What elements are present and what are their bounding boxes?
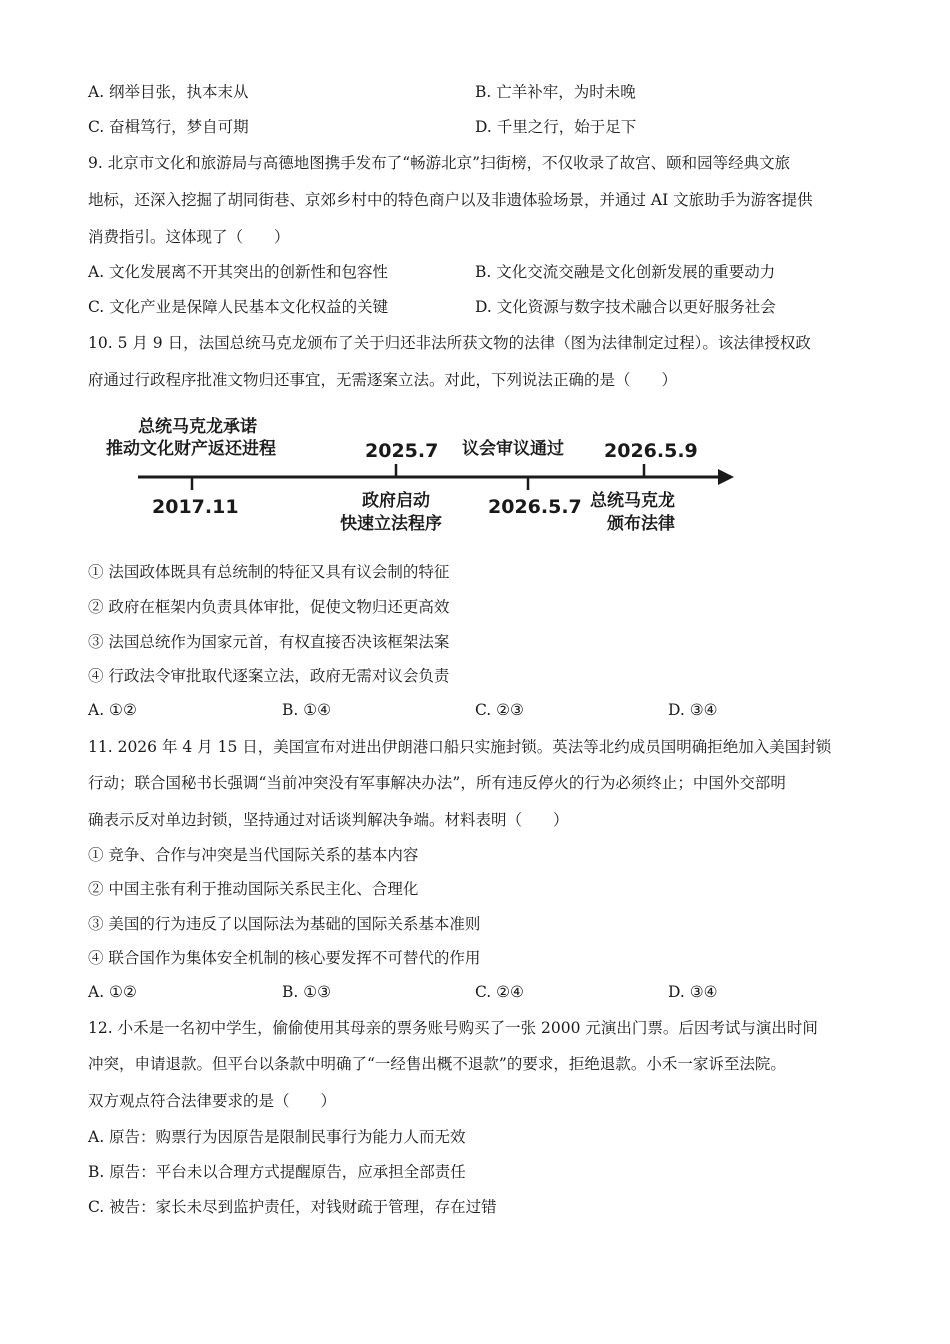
q8-option-b: B. 亡羊补牢，为时未晚 bbox=[475, 83, 636, 101]
q10-option-d: D. ③④ bbox=[668, 701, 718, 719]
q11-option-c: C. ②④ bbox=[475, 983, 524, 1001]
q9-option-d: D. 文化资源与数字技术融合以更好服务社会 bbox=[475, 298, 776, 316]
q10-statement-3: ③ 法国总统作为国家元首，有权直接否决该框架法案 bbox=[88, 633, 450, 651]
q9-stem-line-1: 9. 北京市文化和旅游局与高德地图携手发布了“畅游北京”扫街榜，不仅收录了故宫、颐和园等经典文旅 bbox=[88, 154, 791, 172]
q10-option-a: A. ①② bbox=[88, 701, 137, 719]
event-1-date: 2017.11 bbox=[152, 496, 239, 518]
event-4-note-line-1: 总统马克龙 bbox=[590, 491, 675, 511]
event-4-note-line-2: 颁布法律 bbox=[607, 514, 675, 534]
q12-stem-line-1: 12. 小禾是一名初中学生，偷偷使用其母亲的票务账号购买了一张 2000 元演出门票。后因考试与演出时间 bbox=[88, 1019, 818, 1037]
q11-statement-1: ① 竞争、合作与冲突是当代国际关系的基本内容 bbox=[88, 846, 419, 864]
q10-stem-line-1: 10. 5 月 9 日，法国总统马克龙颁布了关于归还非法所获文物的法律（图为法律制定过程）。该法律授权政 bbox=[88, 334, 811, 352]
q11-statement-4: ④ 联合国作为集体安全机制的核心要发挥不可替代的作用 bbox=[88, 949, 481, 967]
q9-stem-line-2: 地标，还深入挖掘了胡同街巷、京郊乡村中的特色商户以及非遗体验场景，并通过 AI 文旅助手为游客提供 bbox=[88, 191, 813, 209]
q10-statement-2: ② 政府在框架内负责具体审批，促使文物归还更高效 bbox=[88, 598, 450, 616]
timeline-arrowhead bbox=[718, 469, 734, 485]
law-timeline-figure bbox=[100, 405, 750, 555]
q10-statement-4: ④ 行政法令审批取代逐案立法，政府无需对议会负责 bbox=[88, 667, 450, 685]
event-1-note-line-1: 总统马克龙承诺 bbox=[138, 417, 257, 437]
q12-stem-line-3: 双方观点符合法律要求的是（ ） bbox=[88, 1092, 337, 1110]
event-2-note-line-2: 快速立法程序 bbox=[340, 514, 442, 534]
q9-option-c: C. 文化产业是保障人民基本文化权益的关键 bbox=[88, 298, 389, 316]
q10-option-c: C. ②③ bbox=[475, 701, 524, 719]
q11-stem-line-3: 确表示反对单边封锁，坚持通过对话谈判解决争端。材料表明（ ） bbox=[88, 811, 569, 829]
q10-stem-line-2: 府通过行政程序批准文物归还事宜，无需逐案立法。对此，下列说法正确的是（ ） bbox=[88, 371, 678, 389]
q12-stem-line-2: 冲突，申请退款。但平台以条款中明确了“一经售出概不退款”的要求，拒绝退款。小禾一家诉至法院。 bbox=[88, 1055, 786, 1073]
event-1-note-line-2: 推动文化财产返还进程 bbox=[106, 439, 276, 459]
q8-option-c: C. 奋楫笃行，梦自可期 bbox=[88, 118, 249, 136]
q10-statement-1: ① 法国政体既具有总统制的特征又具有议会制的特征 bbox=[88, 563, 450, 581]
q11-option-d: D. ③④ bbox=[668, 983, 718, 1001]
event-2-note-line-1: 政府启动 bbox=[362, 491, 430, 511]
q12-option-a: A. 原告：购票行为因原告是限制民事行为能力人而无效 bbox=[88, 1128, 466, 1146]
q9-option-a: A. 文化发展离不开其突出的创新性和包容性 bbox=[88, 263, 389, 281]
q11-option-b: B. ①③ bbox=[282, 983, 332, 1001]
event-4-date: 2026.5.9 bbox=[604, 440, 698, 462]
event-3-date: 2026.5.7 bbox=[488, 496, 582, 518]
q12-option-b: B. 原告：平台未以合理方式提醒原告，应承担全部责任 bbox=[88, 1163, 466, 1181]
q9-stem-line-3: 消费指引。这体现了（ ） bbox=[88, 228, 290, 246]
q12-option-c: C. 被告：家长未尽到监护责任，对钱财疏于管理，存在过错 bbox=[88, 1198, 497, 1216]
q11-statement-2: ② 中国主张有利于推动国际关系民主化、合理化 bbox=[88, 880, 419, 898]
event-3-note: 议会审议通过 bbox=[462, 439, 564, 459]
q8-option-d: D. 千里之行，始于足下 bbox=[475, 118, 637, 136]
q11-stem-line-1: 11. 2026 年 4 月 15 日，美国宣布对进出伊朗港口船只实施封锁。英法等北约成员国明确拒绝加入美国封锁 bbox=[88, 738, 832, 756]
q11-statement-3: ③ 美国的行为违反了以国际法为基础的国际关系基本准则 bbox=[88, 915, 481, 933]
q9-option-b: B. 文化交流交融是文化创新发展的重要动力 bbox=[475, 263, 776, 281]
q8-option-a: A. 纲举目张，执本末从 bbox=[88, 83, 249, 101]
q10-option-b: B. ①④ bbox=[282, 701, 332, 719]
event-2-date: 2025.7 bbox=[365, 440, 439, 462]
q11-stem-line-2: 行动；联合国秘书长强调“当前冲突没有军事解决办法”，所有违反停火的行为必须终止；中国外交部明 bbox=[88, 774, 786, 792]
q11-option-a: A. ①② bbox=[88, 983, 137, 1001]
